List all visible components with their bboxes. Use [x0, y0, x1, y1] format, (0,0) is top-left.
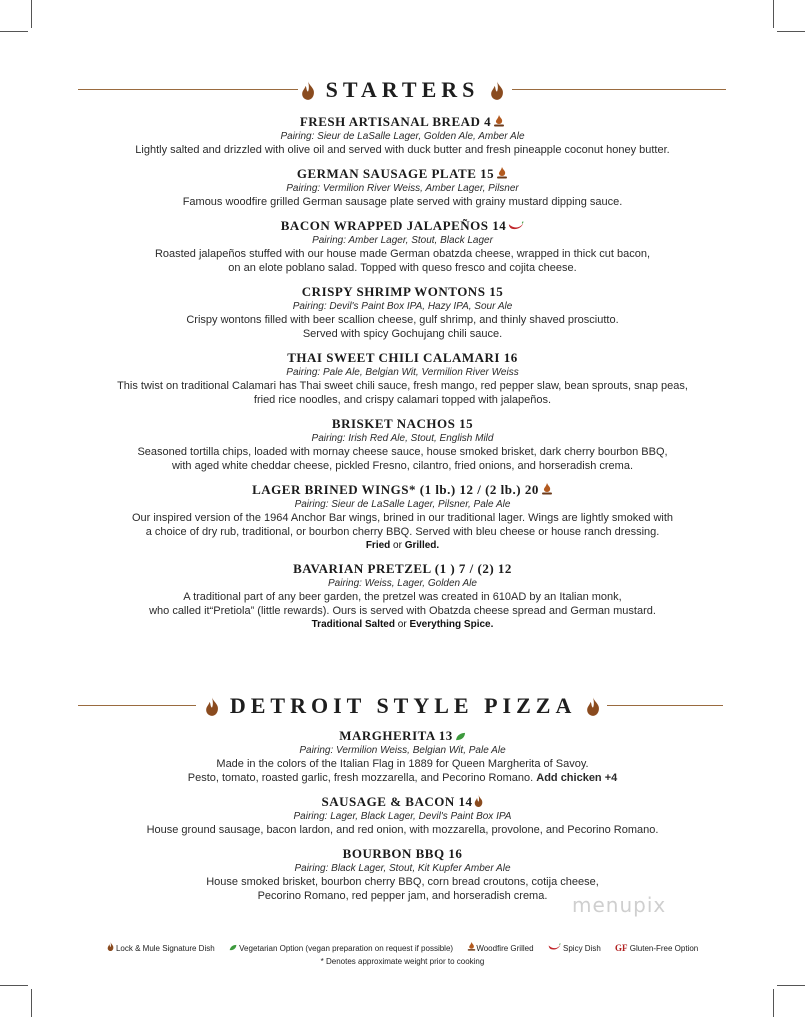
menu-item: [0, 561, 805, 631]
item-description: Pecorino Romano, red pepper jam, and horseradish crema.: [257, 890, 548, 902]
item-description: fried rice noodles, and crispy calamari topped with jalapeños.: [253, 394, 552, 406]
signature-flame-icon: [474, 795, 483, 807]
menu-item: [0, 728, 805, 785]
item-description: Made in the colors of the Italian Flag in 1889 for Queen Margherita of Savoy.: [216, 758, 589, 770]
menu-item: [0, 114, 805, 157]
option-b: Everything Spice.: [409, 619, 494, 630]
spicy-icon: [508, 221, 524, 231]
menu-item: [0, 166, 805, 209]
item-pairing: Pairing: Devil's Paint Box IPA, Hazy IPA, Sour Ale: [292, 301, 513, 312]
woodfire-icon: [467, 942, 476, 951]
legend-vegetarian: Vegetarian Option (vegan preparation on request if possible): [229, 944, 453, 953]
item-price: 14: [458, 794, 473, 809]
crop-mark: [777, 985, 805, 986]
crop-mark: [31, 0, 32, 28]
option-b: Grilled.: [404, 540, 440, 551]
item-description: Seasoned tortilla chips, loaded with mornay cheese sauce, house smoked brisket, dark cherry bourbon BBQ,: [137, 446, 668, 458]
menu-item: [0, 482, 805, 552]
weight-note: * Denotes approximate weight prior to cooking: [320, 957, 485, 966]
item-name: BOURBON BBQ: [342, 846, 445, 861]
item-description: a choice of dry rub, traditional, or bourbon cherry BBQ. Served with bleu cheese or house ranch dressing.: [145, 526, 660, 538]
vegetarian-leaf-icon: [455, 732, 466, 741]
legend: [0, 942, 805, 966]
item-description: Pesto, tomato, roasted garlic, fresh mozzarella, and Pecorino Romano.: [187, 772, 534, 784]
woodfire-icon: [493, 115, 505, 127]
item-price: 16: [503, 350, 518, 365]
item-description: Lightly salted and drizzled with olive oil and served with duck butter and fresh pineapple coconut honey butter.: [135, 144, 670, 156]
flame-icon: [107, 942, 114, 951]
item-description: Famous woodfire grilled German sausage plate served with grainy mustard dipping sauce.: [182, 196, 623, 208]
starters-title: STARTERS: [325, 77, 480, 102]
menu-item: [0, 284, 805, 341]
item-pairing: Pairing: Vermilion River Weiss, Amber Lager, Pilsner: [286, 183, 519, 194]
item-description: who called it“Pretiola” (little rewards). Ours is served with Obatzda cheese spread and German mustard.: [149, 605, 656, 617]
item-pairing: Pairing: Vermilion Weiss, Belgian Wit, Pale Ale: [299, 745, 506, 756]
flame-icon: [301, 81, 315, 100]
item-description: A traditional part of any beer garden, the pretzel was created in 610AD by an Italian monk,: [183, 591, 622, 603]
pizza-title: DETROIT STYLE PIZZA: [229, 693, 576, 718]
menu-item: [0, 218, 805, 275]
item-description: on an elote poblano salad. Topped with queso fresco and cojita cheese.: [228, 262, 577, 274]
item-name: FRESH ARTISANAL BREAD: [299, 114, 481, 129]
item-price: 4: [484, 114, 492, 129]
legend-gluten-free: GF Gluten-Free Option: [615, 943, 699, 953]
item-name: CRISPY SHRIMP WONTONS: [301, 284, 486, 299]
item-pairing: Pairing: Weiss, Lager, Golden Ale: [328, 578, 477, 589]
item-pairing: Pairing: Black Lager, Stout, Kit Kupfer Amber Ale: [294, 863, 511, 874]
flame-icon: [490, 81, 504, 100]
option-or: or: [397, 619, 407, 630]
crop-mark: [0, 31, 28, 32]
menu-item: [0, 794, 805, 837]
legend-spicy: Spicy Dish: [548, 944, 601, 953]
item-price: 14: [492, 218, 507, 233]
crop-mark: [0, 985, 28, 986]
item-name: BAVARIAN PRETZEL: [293, 561, 431, 576]
pepper-icon: [548, 943, 561, 951]
woodfire-icon: [496, 167, 508, 179]
item-description: Crispy wontons filled with beer scallion cheese, gulf shrimp, and thinly shaved prosciutto.: [186, 314, 619, 326]
item-description: Our inspired version of the 1964 Anchor Bar wings, brined in our traditional lager. Wings are lightly smoked with: [131, 512, 674, 524]
item-name: THAI SWEET CHILI CALAMARI: [287, 350, 500, 365]
menu-item: [0, 416, 805, 473]
section-title: [0, 691, 805, 721]
pizza-list: [0, 728, 805, 912]
legend-signature: Lock & Mule Signature Dish: [107, 944, 215, 953]
item-name: GERMAN SAUSAGE PLATE: [296, 166, 477, 181]
item-options: [0, 618, 805, 631]
item-pairing: Pairing: Sieur de LaSalle Lager, Golden Ale, Amber Ale: [280, 131, 525, 142]
menu-item: [0, 350, 805, 407]
menu-item: [0, 846, 805, 903]
pizza-header: [0, 691, 805, 721]
gf-mark: GF: [615, 943, 628, 953]
item-description: House smoked brisket, bourbon cherry BBQ, corn bread croutons, cotija cheese,: [206, 876, 599, 888]
item-price: 15: [489, 284, 504, 299]
item-description: This twist on traditional Calamari has Thai sweet chili sauce, fresh mango, red pepper slaw, bean sprouts, snap peas,: [117, 380, 688, 392]
option-a: Fried: [365, 540, 391, 551]
item-price: (1 lb.) 12 / (2 lb.) 20: [419, 482, 539, 497]
item-pairing: Pairing: Pale Ale, Belgian Wit, Vermilion River Weiss: [286, 367, 519, 378]
item-price: 15: [480, 166, 495, 181]
item-price: 16: [448, 846, 463, 861]
leaf-icon: [229, 944, 237, 951]
item-name: BRISKET NACHOS: [331, 416, 456, 431]
crop-mark: [31, 989, 32, 1017]
item-price: 15: [459, 416, 474, 431]
item-name: MARGHERITA: [339, 728, 435, 743]
crop-mark: [777, 31, 805, 32]
legend-woodfire: Woodfire Grilled: [467, 944, 533, 953]
item-description: with aged white cheddar cheese, pickled Fresno, cilantro, fried onions, and horseradish crema.: [171, 460, 634, 472]
option-or: or: [393, 540, 402, 551]
item-description: Served with spicy Gochujang chili sauce.: [302, 328, 503, 340]
item-options: [0, 539, 805, 552]
crop-mark: [773, 0, 774, 28]
starters-list: [0, 114, 805, 640]
item-price: (1 ) 7 / (2) 12: [434, 561, 512, 576]
add-chicken-note: Add chicken +4: [536, 772, 618, 784]
item-price: 13: [438, 728, 453, 743]
item-description: Roasted jalapeños stuffed with our house made German obatzda cheese, wrapped in thick cut bacon,: [154, 248, 651, 260]
item-pairing: Pairing: Lager, Black Lager, Devil's Paint Box IPA: [293, 811, 512, 822]
item-pairing: Pairing: Amber Lager, Stout, Black Lager: [312, 235, 493, 246]
crop-mark: [773, 989, 774, 1017]
flame-icon: [586, 697, 600, 716]
flame-icon: [205, 697, 219, 716]
item-description: House ground sausage, bacon lardon, and red onion, with mozzarella, provolone, and Pecorino Romano.: [146, 824, 659, 836]
starters-header: [0, 75, 805, 105]
item-pairing: Pairing: Irish Red Ale, Stout, English Mild: [311, 433, 494, 444]
item-pairing: Pairing: Sieur de LaSalle Lager, Pilsner, Pale Ale: [294, 499, 511, 510]
section-title: [0, 75, 805, 105]
item-name: LAGER BRINED WINGS*: [252, 482, 416, 497]
watermark: menupix: [572, 893, 667, 917]
option-a: Traditional Salted: [311, 619, 395, 630]
woodfire-icon: [541, 483, 553, 495]
item-name: SAUSAGE & BACON: [321, 794, 455, 809]
item-name: BACON WRAPPED JALAPEÑOS: [280, 218, 489, 233]
